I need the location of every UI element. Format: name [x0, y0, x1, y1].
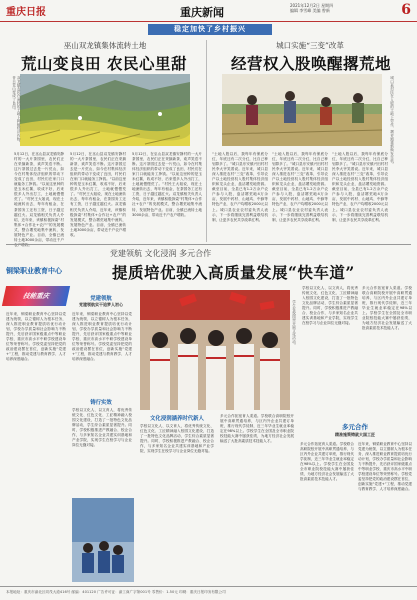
right-photo-caption: 城口县村民在入股的土地上劳作，撂荒地重新焕发生机。 [390, 76, 395, 166]
bottom-body-col4: 学校以文化人、以文育人，将优秀传统文化、红色文化、工匠精神融入校园文化建设，打造了一批特色文化品牌活动，学生综合素质显著提升。同时，学校积极推进产教融合、校企合作，与多家知名企业共建实训基地和产业学院，实现学生在校学习与企业岗位无缝对接。 [302, 286, 358, 326]
subhead-cooperation-sub: 精准施策铸就大国工匠 [335, 432, 375, 437]
page-number: 6 [401, 2, 411, 18]
bottom-body-col2b: 学校以文化人、以文育人，将优秀传统文化、红色文化、工匠精神融入校园文化建设，打造了一批特色文化品牌活动，学生综合素质显著提升。同时，学校积极推进产教融合、校企合作，与多家知名企业共建实训基地和产业学院，实现学生在校学习与企业岗位无缝对接。 [72, 408, 132, 448]
bottom-story-kicker: 党建领航 文化浸润 多元合作 [110, 249, 212, 258]
section-divider [6, 244, 411, 245]
subhead-party-building-sub: 党建领航实干追梦人初心 [79, 302, 123, 307]
school-name: 铜梁职业教育中心 [6, 267, 62, 275]
left-story-headline: 荒山变良田 农民心里甜 [21, 54, 187, 73]
right-story-headline: 经营权入股唤醒撂荒地 [230, 54, 391, 73]
right-story-kicker: 城口实施“三变”改革 [276, 41, 344, 50]
bottom-story-headline: 提质培优驶入高质量发展“快车道” [112, 263, 355, 282]
bottom-body-col8: 近年来，铜梁职业教育中心坚持以党建为统领，以立德树人为根本任务，深入推进职业教育提质培优行动计划，学校办学质量和社会影响力不断提升，先后获评国家级重点中等职业学校、重庆市高水平中职学校建设单位等荣誉称号。学校党委坚持把党的政治建设摆在首位，创新实施“党建+”工程，推动党建与教育教学、人才培养深度融合。 [358, 442, 412, 492]
main-photo-caption: 学生在校园里开展文化活动。 [292, 300, 297, 347]
subhead-results: 铸行实效 [90, 400, 112, 406]
field-photo-illustration [20, 74, 190, 146]
farmers-photo-illustration [222, 74, 382, 146]
bottom-body-col7: 多元合作拓宽育人渠道。学校联合高职院校开展中高职贯通培养，与区内外企业共建订单班，推行现代学徒制，近三年毕业生就业率稳定在98%以上。学校学生在全国及全市职业院校技能大赛中屡获佳绩，为地方经济社会发展输送了大批高素质技术技能人才。 [300, 442, 354, 482]
left-story-photo [20, 74, 190, 146]
newspaper-logo: 重庆日报 [6, 7, 46, 18]
graduation-photo-illustration [140, 290, 290, 410]
subhead-culture: 文化浸润涵养时代新人 [150, 416, 204, 422]
students-small-illustration [72, 498, 134, 582]
section-title: 重庆新闻 [180, 6, 224, 19]
issue-info [290, 3, 390, 13]
issue-date: 2021年12月2日 星期四 [290, 3, 334, 8]
bottom-body-col3: 学校以文化人、以文育人，将优秀传统文化、红色文化、工匠精神融入校园文化建设，打造了一批特色文化品牌活动，学生综合素质显著提升。同时，学校积极推进产教融合、校企合作，与多家知名企业共建实训基地和产业学院，实现学生在校学习与企业岗位无缝对接。 [140, 424, 214, 454]
bottom-body-col1: 近年来，铜梁职业教育中心坚持以党建为统领，以立德树人为根本任务，深入推进职业教育提质培优行动计划，学校办学质量和社会影响力不断提升，先后获评国家级重点中等职业学校、重庆市高水平中职学校建设单位等荣誉称号。学校党委坚持把党的政治建设摆在首位，创新实施“党建+”工程，推动党建与教育教学、人才培养深度融合。 [6, 312, 66, 362]
issue-editors: 编辑 李雪峰 美编 曾新 [290, 8, 330, 13]
masthead [0, 0, 417, 22]
right-story-body-col1: “土地入股以后，我每年有保底分红，年底还有二次分红，比自己种划算多了。”城口县东安镇兴田村村民李大爷笑着说。近年来，城口县深入推进农村“三变”改革，引导农户以土地经营权入股村集体经济组织和龙头企业，盘活撂荒地资源。截至目前，全县已有1.2万余户农户参与入股，盘活撂荒地4万余亩，发展中药材、山地鸡、中蜂等特色产业，农户户均增收2000元以上。城口县农业农村委负责人表示，下一步将继续完善利益联结机制，让更多农民共享改革红利。 [212, 152, 268, 222]
column-divider [206, 40, 207, 242]
topic-banner: 稳定加快了乡村振兴 [148, 24, 272, 35]
page-footer: 本报地址：重庆市渝北区同茂大道416号 邮编：401120 广告许可证：渝工商广字第001号 零售价：1.50元 印刷：重庆日报印务有限公司 [0, 586, 417, 600]
right-story-photo [222, 74, 382, 146]
left-story-kicker: 巫山双龙镇集体流转土地 [63, 41, 147, 50]
students-photo-small [72, 498, 134, 582]
right-story-body-col3: “土地入股以后，我每年有保底分红，年底还有二次分红，比自己种划算多了。”城口县东安镇兴田村村民李大爷笑着说。近年来，城口县深入推进农村“三变”改革，引导农户以土地经营权入股村集体经济组织和龙头企业，盘活撂荒地资源。截至目前，全县已有1.2万余户农户参与入股，盘活撂荒地4万余亩，发展中药材、山地鸡、中蜂等特色产业，农户户均增收2000元以上。城口县农业农村委负责人表示，下一步将继续完善利益联结机制，让更多农民共享改革红利。 [332, 152, 388, 222]
left-story-body-col3: 5月12日，在巫山县双龙镇安静村的一大片茶园里，农民们正在采摘新茶，欢声笑语不断。这片茶园过去是一片荒山，如今在村集体经济组织的带动下变成了良田，村民们在家门口就能务工挣钱。“以前这里种的是玉米红薯，收成不好，后来很多人外出打工，土地就慢慢荒了。”村民王大姐说，现在土地流转出去，每年有租金，在茶园务工还有工资，日子越过越红火。双龙镇相关负责人介绍，近年来，该镇积极探索“村集体+合作社+农户”的发展模式，整合撂荒地集中流转，发展特色产业。目前，全镇已流转土地3000余亩，带动近千户农户增收。 [132, 152, 202, 217]
right-story-body-col2: “土地入股以后，我每年有保底分红，年底还有二次分红，比自己种划算多了。”城口县东安镇兴田村村民李大爷笑着说。近年来，城口县深入推进农村“三变”改革，引导农户以土地经营权入股村集体经济组织和龙头企业，盘活撂荒地资源。截至目前，全县已有1.2万余户农户参与入股，盘活撂荒地4万余亩，发展中药材、山地鸡、中蜂等特色产业，农户户均增收2000元以上。城口县农业农村委负责人表示，下一步将继续完善利益联结机制，让更多农民共享改革红利。 [272, 152, 328, 222]
subhead-cooperation: 多元合作 [342, 423, 368, 431]
skills-chongqing-logo: 技能重庆 [2, 286, 70, 306]
left-photo-caption: 双龙镇农民在流转的土地上种植经济作物，昔日荒山变成了良田。 [12, 76, 22, 145]
left-story-body-col1: 5月12日，在巫山县双龙镇安静村的一大片茶园里，农民们正在采摘新茶，欢声笑语不断。这片茶园过去是一片荒山，如今在村集体经济组织的带动下变成了良田，村民们在家门口就能务工挣钱。“以前这里种的是玉米红薯，收成不好，后来很多人外出打工，土地就慢慢荒了。”村民王大姐说，现在土地流转出去，每年有租金，在茶园务工还有工资，日子越过越红火。双龙镇相关负责人介绍，近年来，该镇积极探索“村集体+合作社+农户”的发展模式，整合撂荒地集中流转，发展特色产业。目前，全镇已流转土地3000余亩，带动近千户 [14, 152, 64, 242]
students-photo-main [140, 290, 290, 410]
subhead-party-building: 党建领航 [90, 296, 112, 302]
left-story-body-col2: 5月12日，在巫山县双龙镇安静村的一大片茶园里，农民们正在采摘新茶，欢声笑语不断。这片茶园过去是一片荒山，如今在村集体经济组织的带动下变成了良田，村民们在家门口就能务工挣钱。“以前这里种的是玉米红薯，收成不好，后来很多人外出打工，土地就慢慢荒了。”村民王大姐说，现在土地流转出去，每年有租金，在茶园务工还有工资，日子越过越红火。双龙镇相关负责人介绍，近年来，该镇积极探索“村集体+合作社+农户”的发展模式，整合撂荒地集中流转，发展特色产业。目前，全镇已流转土地3000余亩，带动近千户农户增收。 [70, 152, 126, 237]
bottom-body-col6: 多元合作拓宽育人渠道。学校联合高职院校开展中高职贯通培养，与区内外企业共建订单班，推行现代学徒制，近三年毕业生就业率稳定在98%以上。学校学生在全国及全市职业院校技能大赛中屡获佳绩，为地方经济社会发展输送了大批高素质技术技能人才。 [220, 414, 294, 444]
bottom-body-col5: 多元合作拓宽育人渠道。学校联合高职院校开展中高职贯通培养，与区内外企业共建订单班，推行现代学徒制，近三年毕业生就业率稳定在98%以上。学校学生在全国及全市职业院校技能大赛中屡获佳绩，为地方经济社会发展输送了大批高素质技术技能人才。 [362, 286, 412, 331]
bottom-body-col2: 近年来，铜梁职业教育中心坚持以党建为统领，以立德树人为根本任务，深入推进职业教育提质培优行动计划，学校办学质量和社会影响力不断提升，先后获评国家级重点中等职业学校、重庆市高水平中职学校建设单位等荣誉称号。学校党委坚持把党的政治建设摆在首位，创新实施“党建+”工程，推动党建与教育教学、人才培养深度融合。 [72, 312, 132, 362]
